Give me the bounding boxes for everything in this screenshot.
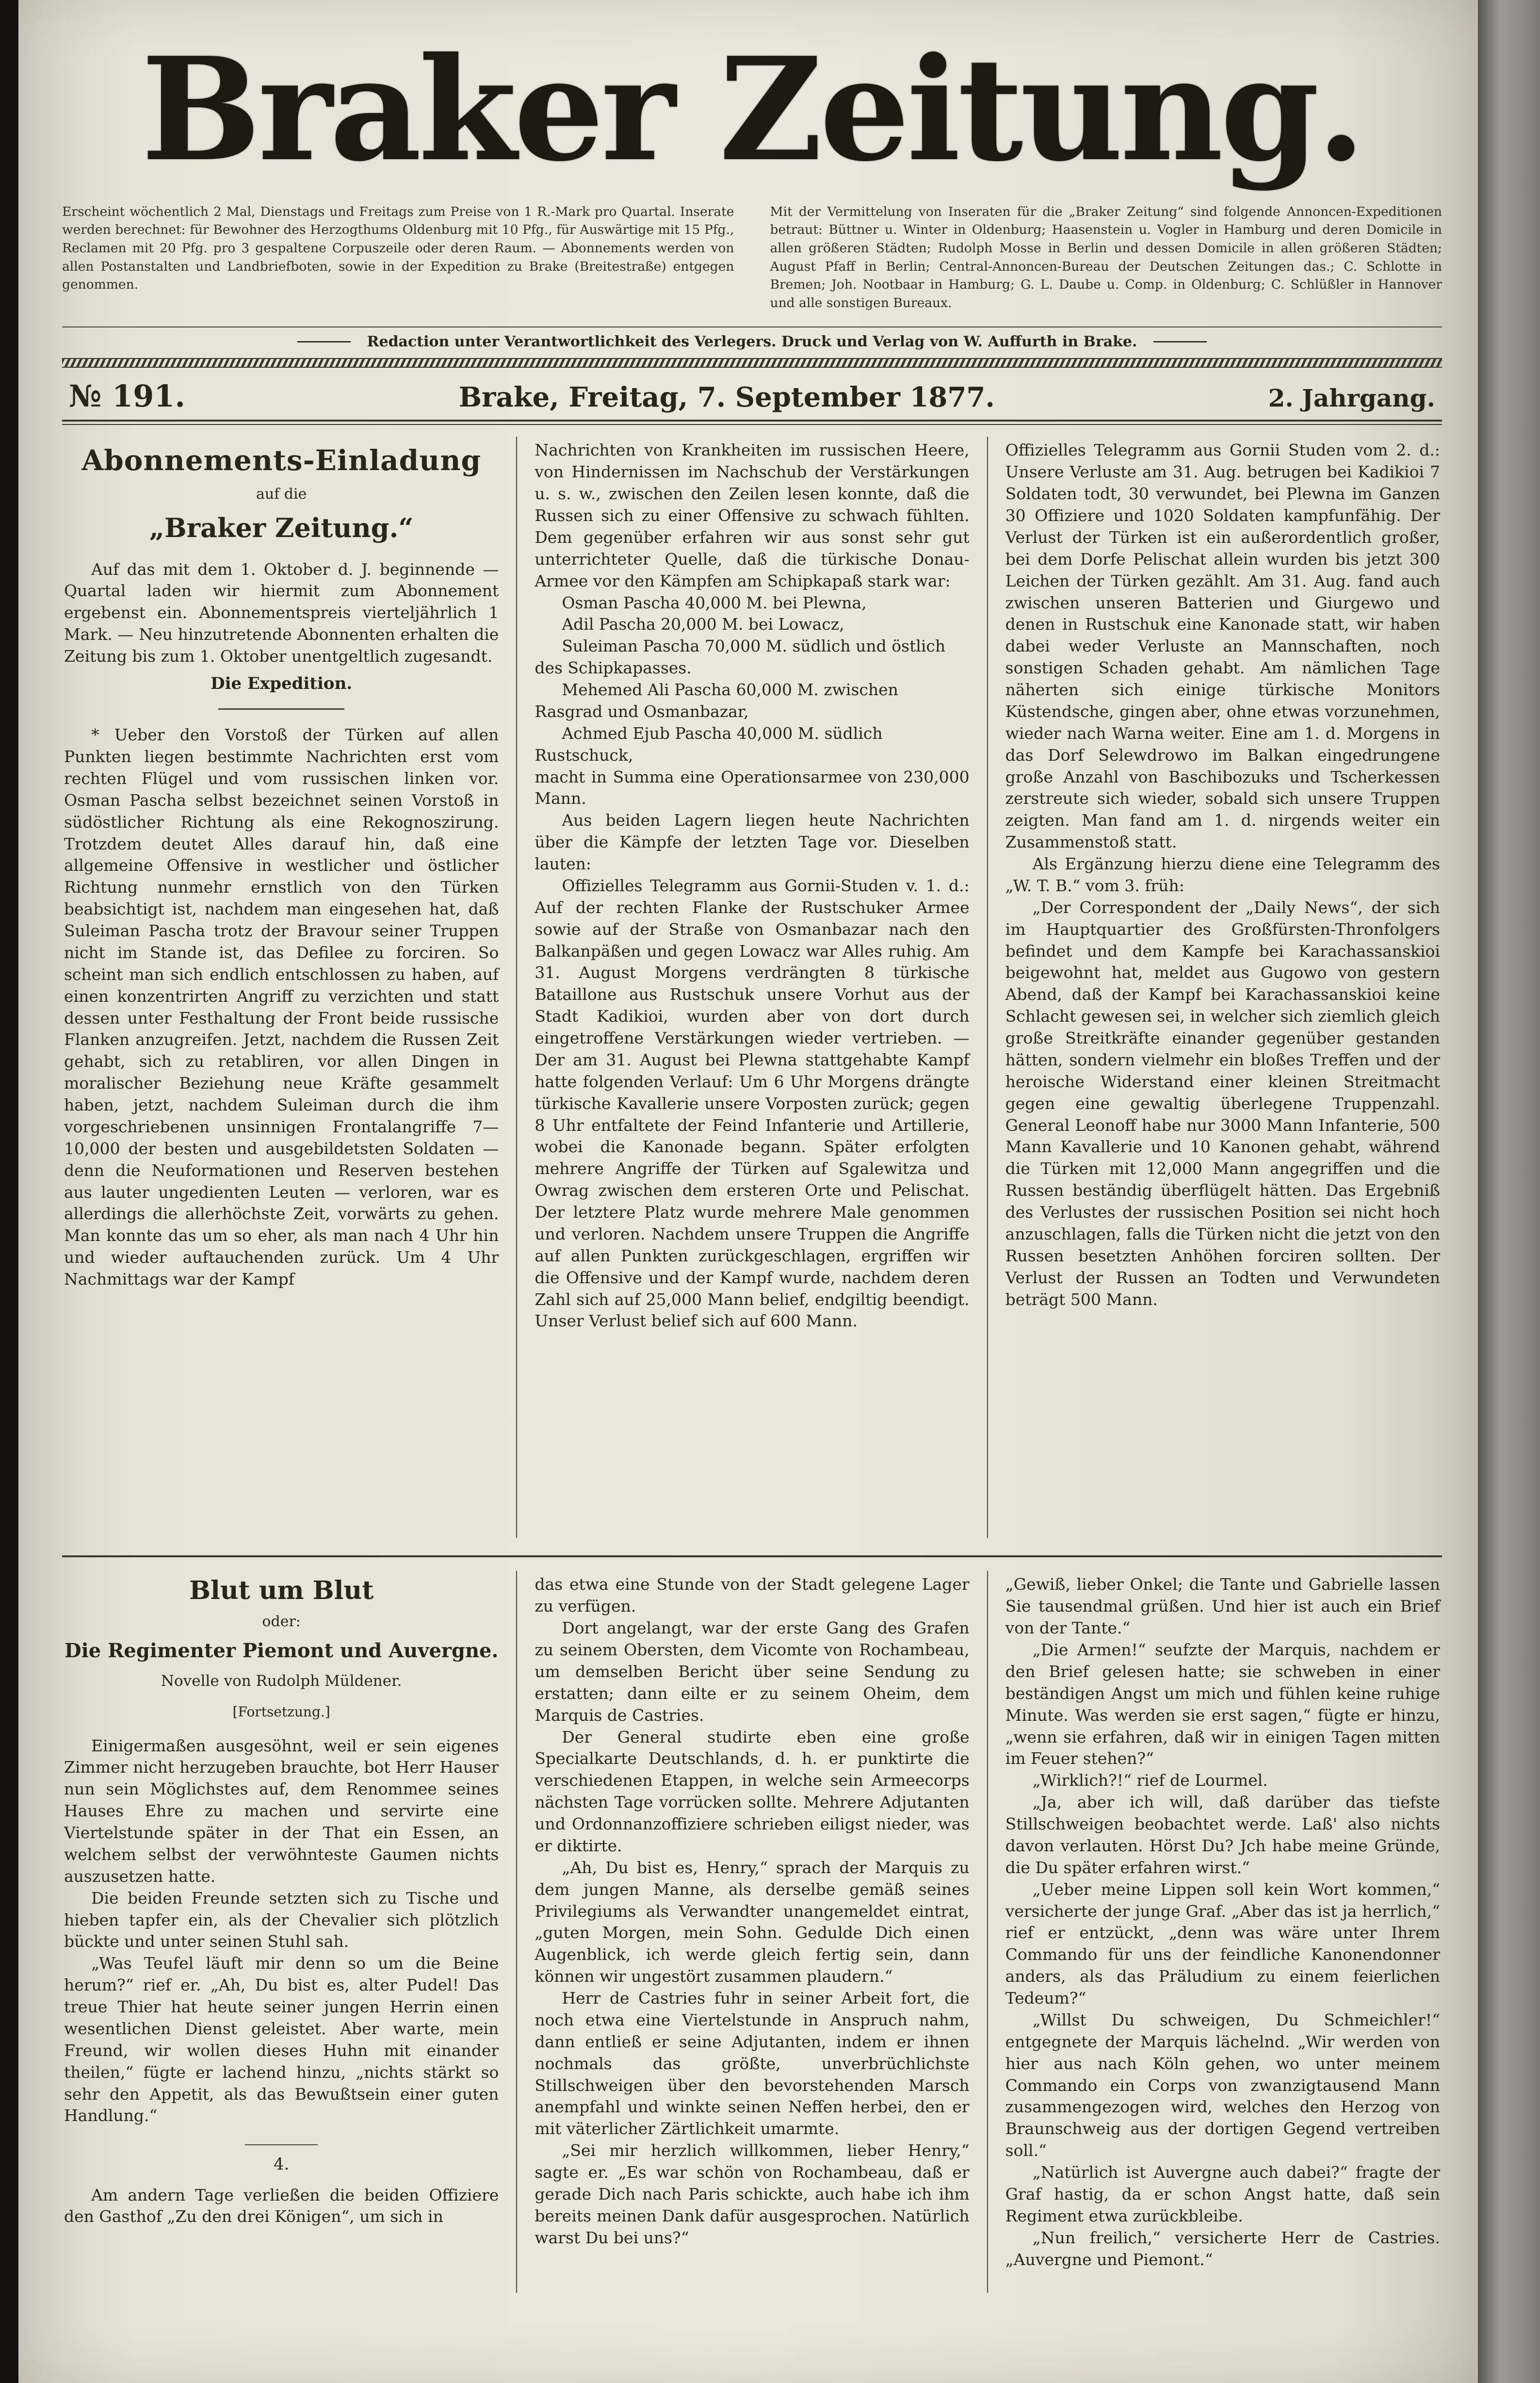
issue-number: № 191.: [69, 378, 185, 414]
novel-paragraph: das etwa eine Stunde von der Stadt gelegene Lager zu verfügen.: [535, 1575, 970, 1616]
novel-paragraph: „Nun freilich,“ versicherte Herr de Castries. „Auvergne und Piemont.“: [1005, 2228, 1440, 2269]
army-strength-line: Suleiman Pascha 70,000 M. südlich und östlich des Schipkapasses.: [535, 637, 946, 678]
novel-byline: Novelle von Rudolph Müldener.: [161, 1672, 402, 1690]
news-column-3: [987, 437, 1442, 1538]
novel-paragraph: „Die Armen!“ seufzte der Marquis, nachdem er den Brief gelesen hatte; sie schweben in einer beständigen Angst um mich und fühlen keine ruhige Minute. Was werden sie erst sagen,“ fügte er hinzu, „wenn sie erfahren, daß wir in einigen Tagen mitten im Feuer stehen?“: [1005, 1640, 1440, 1768]
chapter-divider-rule: [245, 2144, 318, 2145]
imprint-rule-right: [1153, 341, 1207, 343]
novel-title: Blut um Blut: [189, 1576, 374, 1606]
volume-label: 2. Jahrgang.: [1268, 384, 1435, 413]
novel-paragraph: „Ja, aber ich will, daß darüber das tiefste Stillschweigen beobachtet werde. Laß' also nichts davon verlauten. Hörst Du? Jch habe meine Gründe, die Du später erfahren wirst.“: [1005, 1793, 1440, 1877]
daily-news-correspondent-report: „Der Correspondent der „Daily News“, der sich im Hauptquartier des Großfürsten-Thronfolgers befindet und dem Kampfe bei Karachassanskioi beigewohnt hat, meldet aus Gugowo von gestern Abend, daß der Kampf bei Karachassanskioi keine Schlacht gewesen sei, in welcher sich ziemlich gleich große Streitkräfte einander gegenüber gestanden hätten, sondern vielmehr ein bloßes Treffen und der heroische Widerstand einer kleinen Streitmacht gegen eine gewaltig überlegene Truppenzahl. General Leonoff habe nur 3000 Mann Infanterie, 500 Mann Kavallerie und 10 Kanonen gehabt, während die Türken mit 12,000 Mann angegriffen und die Russen beständig überflügelt hätten. Das Ergebniß des Verlustes der russischen Position sei nicht hoch anzuschlagen, falls die Türken nicht die jetzt von den Russen besetzten Anhöhen forciren sollten. Der Verlust der Russen an Todten und Verwundeten beträgt 500 Mann.: [1005, 898, 1440, 1309]
novel-paragraph: Am andern Tage verließen die beiden Offiziere den Gasthof „Zu den drei Königen“, um sich in: [64, 2185, 499, 2226]
imprint-rule-left: [297, 341, 351, 343]
dateline-rule: [62, 420, 1442, 425]
novel-title-connector: oder:: [262, 1613, 301, 1631]
novel-paragraph: „Wirklich?!“ rief de Lourmel.: [1032, 1771, 1268, 1790]
battle-news-intro: Aus beiden Lagern liegen heute Nachrichten über die Kämpfe der letzten Tage vor. Dieselben lauten:: [535, 811, 970, 874]
section-divider-rule: [218, 708, 344, 710]
masthead-subhead: [62, 203, 1442, 312]
war-report-paragraph: * Ueber den Vorstoß der Türken auf allen Punkten liegen bestimmte Nachrichten erst vom rechten Flügel und vom russischen linken vor. Osman Pascha selbst bezeichnet seinen Vorstoß in südöstlicher Richtung als eine Rekognoszirung. Trotzdem deutet Alles darauf hin, daß eine allgemeine Offensive in westlicher und östlicher Richtung nunmehr ernstlich von den Türken beabsichtigt ist, nachdem man eingesehen hat, daß Suleiman Pascha trotz der Bravour seiner Truppen nicht im Stande ist, das Defilee zu forciren. So scheint man sich endlich entschlossen zu haben, auf einen konzentrirten Angriff zu verzichten und statt dessen unter Festhaltung der Front beide russische Flanken anzugreifen. Jetzt, nachdem die Russen Zeit gehabt, sich zu retabliren, vor allen Dingen in moralischer Beziehung neue Kräfte gesammelt haben, jetzt, nachdem Suleiman durch die ihm vorgeschriebenen unsinnigen Frontalangriffe 7—10,000 der besten und ausgebildetsten Soldaten — denn die Neuformationen und Reserven bestehen aus lauter ungedienten Leuten — verloren, war es allerdings die allerhöchste Zeit, vorwärts zu gehen. Man konnte das um so eher, als man nach 4 Uhr hin und wieder auftauchenden zurück. Um 4 Uhr Nachmittags war der Kampf: [64, 725, 499, 1289]
novel-paragraph: Herr de Castries fuhr in seiner Arbeit fort, die noch etwa eine Viertelstunde in Anspruch nahm, dann entließ er seine Adjutanten, indem er ihnen nochmals das größte, unverbrüchlichste Stillschweigen über den bevorstehenden Marsch anempfahl und winkte seinen Neffen herbei, den er mit väterlicher Zärtlichkeit umarmte.: [535, 1989, 970, 2138]
feuilleton-column-3: [987, 1571, 1442, 2293]
war-report-continuation: Nachrichten von Krankheiten im russischen Heere, von Hindernissen im Nachschub der Verstärkungen u. s. w., zwischen den Zeilen lesen konnte, daß die Russen sich zu einer Offensive zu schwach fühlten. Dem gegenüber erfahren wir aus sonst sehr gut unterrichteter Quelle, daß die türkische Donau-Armee vor den Kämpfen am Schipkapaß stark war:: [535, 441, 970, 590]
novel-paragraph: Dort angelangt, war der erste Gang des Grafen zu seinem Obersten, dem Vicomte von Rochambeau, um demselben Bericht über seine Sendung zu erstatten; dann eilte er zu seinem Oheim, dem Marquis de Castries.: [535, 1618, 970, 1725]
feuilleton-section: [62, 1555, 1442, 2293]
army-strength-line: Mehemed Ali Pascha 60,000 M. zwischen Rasgrad und Osmanbazar,: [535, 680, 898, 721]
novel-paragraph: „Sei mir herzlich willkommen, lieber Henry,“ sagte er. „Es war schön von Rochambeau, daß er gerade Dich nach Paris schickte, auch habe ich ihm bereits meinen Dank dafür ausgesprochen. Natürlich warst Du bei uns?“: [535, 2141, 970, 2247]
army-total-line: macht in Summa eine Operationsarmee von 230,000 Mann.: [535, 767, 970, 808]
dateline-text: Brake, Freitag, 7. September 1877.: [458, 381, 995, 414]
news-column-1: [62, 437, 516, 1538]
army-strength-line: Adil Pascha 20,000 M. bei Lowacz,: [562, 615, 844, 634]
continuation-note: [Fortsetzung.]: [232, 1704, 330, 1720]
news-column-2: [516, 437, 987, 1538]
imprint-row: [62, 333, 1442, 350]
subscription-invite-paper-name: „Braker Zeitung.“: [149, 512, 414, 544]
subscription-invite-title: Abonnements-Einladung: [81, 444, 482, 477]
feuilleton-column-2: [516, 1571, 987, 2293]
scan-left-edge: [0, 0, 18, 2383]
army-strength-line: Osman Pascha 40,000 M. bei Plewna,: [562, 593, 867, 612]
official-telegram-2: Offizielles Telegramm aus Gornii Studen vom 2. d.: Unsere Verluste am 31. Aug. betrugen bei Kadikioi 7 Soldaten todt, 30 verwundet, bei Plewna im Ganzen 30 Offiziere und 1020 Soldaten kampfunfähig. Der Verlust der Türken ist ein außerordentlich großer, bei dem Dorfe Pelischat allein wurden bis jetzt 300 Leichen der Türken gezählt. Am 31. Aug. fand auch zwischen unseren Batterien und Giurgewo und denen in Rustschuk eine Kanonade statt, wir haben dabei weder Verluste an Mannschaften, noch sonstigen Schaden gehabt. Am nämlichen Tage näherten sich einige türkische Monitors Küstendsche, gingen aber, ohne etwas vorzunehmen, wieder nach Warna weiter. Eine am 1. d. Morgens in das Dorf Selewdrowo im Balkan eingedrungene große Anzahl von Baschibozuks und Tscherkessen zerstreute sich wieder, sobald sich unsere Truppen zeigten. Man fand am 1. d. nirgends weiter ein Zusammenstoß statt.: [1005, 441, 1440, 852]
newspaper-sheet: [18, 0, 1478, 2383]
dateline: [62, 368, 1442, 420]
novel-paragraph: „Gewiß, lieber Onkel; die Tante und Gabrielle lassen Sie tausendmal grüßen. Und hier ist auch ein Brief von der Tante.“: [1005, 1575, 1440, 1638]
scan-right-edge: [1478, 0, 1540, 2383]
army-strength-line: Achmed Ejub Pascha 40,000 M. südlich Rustschuck,: [535, 723, 883, 765]
decorative-braided-rule: [62, 358, 1442, 368]
telegram-supplement-intro: Als Ergänzung hierzu diene eine Telegramm des „W. T. B.“ vom 3. früh:: [1005, 854, 1440, 895]
novel-paragraph: „Was Teufel läuft mir denn so um die Beine herum?“ rief er. „Ah, Du bist es, alter Pudel! Das treue Thier hat heute seiner jungen Herrin einen wesentlichen Dienst geleistet. Aber warte, mein Freund, wir wollen dieses Huhn mit einander theilen,“ fügte er lachend hinzu, „nichts stärkt so sehr den Appetit, als das Bewußtsein einer guten Handlung.“: [64, 1954, 499, 2125]
subhead-rule: [62, 326, 1442, 327]
subscription-invite-subline: auf die: [256, 486, 307, 503]
feuilleton-column-1: [62, 1571, 516, 2293]
novel-paragraph: „Natürlich ist Auvergne auch dabei?“ fragte der Graf hastig, da er schon Angst hatte, daß sein Regiment etwa zurückbleibe.: [1005, 2163, 1440, 2225]
subscription-terms: Erscheint wöchentlich 2 Mal, Dienstags und Freitags zum Preise von 1 R.-Mark pro Quartal. Inserate werden berechnet: für Bewohner des Herzogthums Oldenburg mit 10 Pfg., für Auswärtige mit 15 Pfg., Reclamen mit 20 Pfg. pro 3 gespaltene Corpuszeile oder deren Raum. — Abonnements werden von allen Postanstalten und Landbriefboten, sowie in der Expedition zu Brake (Breitestraße) entgegen genommen.: [62, 204, 734, 293]
masthead-title: Braker Zeitung.: [141, 26, 1363, 193]
expedition-signature: Die Expedition.: [211, 673, 353, 693]
novel-paragraph: „Ueber meine Lippen soll kein Wort kommen,“ versicherte der junge Graf. „Aber das ist ja herrlich,“ rief er entzückt, „denn was wäre unter Ihrem Commando für uns der feindliche Kanonendonner anders, als das Präludium zu einem feierlichen Tedeum?“: [1005, 1879, 1440, 2008]
chapter-number: 4.: [273, 2154, 290, 2174]
official-telegram-1: Offizielles Telegramm aus Gornii-Studen v. 1. d.: Auf der rechten Flanke der Rustschuker Armee sowie auf der Straße von Osmanbazar nach den Balkanpäßen und gegen Lowacz war Alles ruhig. Am 31. August Morgens verdrängten 8 türkische Bataillone aus Rustschuk unsere Vorhut aus der Stadt Kadikioi, wurden aber von dort durch eingetroffene Verstärkungen wieder vertrieben. — Der am 31. August bei Plewna stattgehabte Kampf hatte folgenden Verlauf: Um 6 Uhr Morgens drängte türkische Kavallerie unsere Vorposten zurück; gegen 8 Uhr entfaltete der Feind Infanterie und Artillerie, wobei die Kanonade begann. Später erfolgten mehrere Angriffe der Türken auf Sgalewitza und Owrag zwischen dem ersteren Orte und Pelischat. Der letztere Platz wurde mehrere Male genommen und verloren. Nachdem unsere Truppen die Angriffe auf allen Punkten zurückgeschlagen, ergriffen wir die Offensive und der Kampf wurde, nachdem deren Zahl sich auf 25,000 Mann belief, endgiltig beendigt. Unser Verlust belief sich auf 600 Mann.: [535, 876, 970, 1331]
novel-paragraph: „Ah, Du bist es, Henry,“ sprach der Marquis zu dem jungen Manne, als derselbe gemäß seines Privilegiums als Verwandter unangemeldet eintrat, „guten Morgen, mein Sohn. Gedulde Dich einen Augenblick, ich werde gleich fertig sein, dann können wir ungestört zusammen plaudern.“: [535, 1858, 970, 1986]
novel-subtitle: Die Regimenter Piemont und Auvergne.: [64, 1639, 499, 1662]
imprint-text: Redaction unter Verantwortlichkeit des Verlegers. Druck und Verlag von W. Auffurth in Brake.: [367, 333, 1137, 351]
novel-paragraph: Der General studirte eben eine große Specialkarte Deutschlands, d. h. er punktirte die verschiedenen Etappen, in welche sein Armeecorps nächsten Tage vorrücken sollte. Mehrere Adjutanten und Ordonnanzoffiziere schrieben eiligst nieder, was er diktirte.: [535, 1727, 970, 1855]
novel-paragraph: Die beiden Freunde setzten sich zu Tische und hieben tapfer ein, als der Chevalier sich plötzlich bückte und unter seinen Stuhl sah.: [64, 1888, 499, 1951]
subscription-invite-text: Auf das mit dem 1. Oktober d. J. beginnende — Quartal laden wir hiermit zum Abonnement ergebenst ein. Abonnementspreis vierteljährlich 1 Mark. — Neu hinzutretende Abonnenten erhalten die Zeitung bis zum 1. Oktober unentgeltlich zugesandt.: [64, 559, 499, 666]
news-section: [62, 437, 1442, 1538]
novel-paragraph: Einigermaßen ausgesöhnt, weil er sein eigenes Zimmer nicht herzugeben brauchte, bot Herr Hauser nun sein Möglichstes auf, dem Renommee seines Hauses Ehre zu machen und servirte eine Viertelstunde später in der That ein Essen, an welchem selbst der verwöhnteste Gaumen nichts auszusetzen hatte.: [64, 1736, 499, 1886]
novel-paragraph: „Willst Du schweigen, Du Schmeichler!“ entgegnete der Marquis lächelnd. „Wir werden von hier aus nach Köln gehen, wo unter meinem Commando ein Corps von zwanzigtausend Mann zusammengezogen wird, welches den Herzog von Braunschweig aus der dortigen Gegend vertreiben soll.“: [1005, 2010, 1440, 2160]
advertising-agencies: Mit der Vermittelung von Inseraten für die „Braker Zeitung“ sind folgende Annoncen-Expeditionen betraut: Büttner u. Winter in Oldenburg; Haasenstein u. Vogler in Hamburg und deren Domicile in allen größeren Städten; Rudolph Mosse in Berlin und dessen Domicile in allen größeren Städten; August Pfaff in Berlin; Central-Annoncen-Bureau der Deutschen Zeitungen das.; C. Schlotte in Bremen; Joh. Nootbaar in Hamburg; G. L. Daube u. Comp. in Oldenburg; C. Schlüßler in Hannover und alle sonstigen Bureaux.: [770, 204, 1442, 310]
